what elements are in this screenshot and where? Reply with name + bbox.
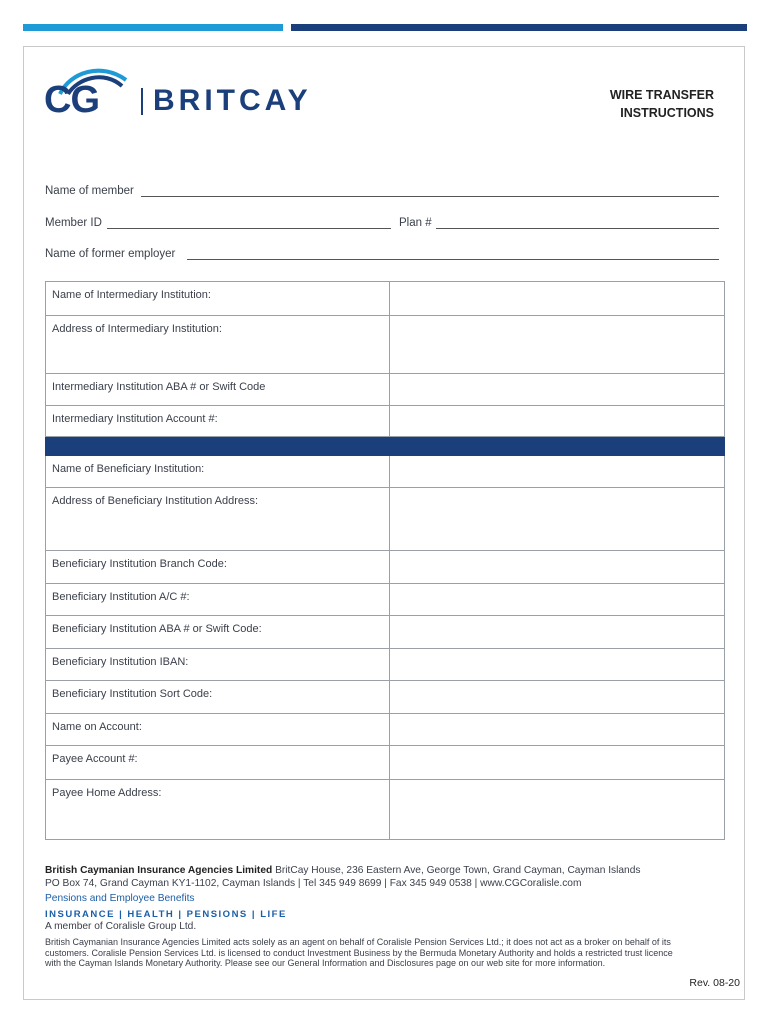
table-row	[46, 714, 725, 746]
divider-band	[46, 437, 725, 456]
title-line-2: INSTRUCTIONS	[620, 106, 714, 120]
row-label: Name on Account:	[46, 714, 390, 746]
footer-division: Pensions and Employee Benefits	[45, 893, 195, 904]
row-label: Intermediary Institution ABA # or Swift Code	[46, 374, 390, 406]
row-label: Beneficiary Institution A/C #:	[46, 584, 390, 616]
row-input[interactable]	[390, 456, 725, 488]
table-row	[46, 584, 725, 616]
member-id-label: Member ID	[45, 217, 102, 229]
row-input[interactable]	[390, 282, 725, 316]
footer-tagline: INSURANCE | HEALTH | PENSIONS | LIFE	[45, 909, 287, 920]
logo-mark: CG	[44, 79, 99, 121]
top-accent-bar-dark	[291, 24, 747, 31]
row-label: Address of Beneficiary Institution Address:	[46, 488, 390, 551]
name-of-member-field[interactable]	[141, 196, 719, 197]
row-input[interactable]	[390, 551, 725, 584]
name-of-member-label: Name of member	[45, 185, 134, 197]
row-label: Beneficiary Institution ABA # or Swift Code:	[46, 616, 390, 649]
member-id-field[interactable]	[107, 228, 391, 229]
footer-company-name: British Caymanian Insurance Agencies Limited	[45, 865, 273, 876]
row-label: Name of Beneficiary Institution:	[46, 456, 390, 488]
logo-wordmark: BRITCAY	[153, 84, 312, 117]
row-input[interactable]	[390, 584, 725, 616]
row-label: Payee Home Address:	[46, 780, 390, 840]
row-input[interactable]	[390, 780, 725, 840]
table-row	[46, 316, 725, 374]
row-input[interactable]	[390, 681, 725, 714]
row-input[interactable]	[390, 406, 725, 437]
row-input[interactable]	[390, 649, 725, 681]
table-row	[46, 406, 725, 437]
title-line-1: WIRE TRANSFER	[609, 88, 714, 102]
row-input[interactable]	[390, 714, 725, 746]
revision-label: Rev. 08-20	[689, 977, 740, 989]
footer-address-1: BritCay House, 236 Eastern Ave, George Town, Grand Cayman, Cayman Islands	[275, 865, 641, 876]
row-label: Name of Intermediary Institution:	[46, 282, 390, 316]
row-label: Beneficiary Institution Branch Code:	[46, 551, 390, 584]
row-label: Intermediary Institution Account #:	[46, 406, 390, 437]
row-input[interactable]	[390, 616, 725, 649]
row-input[interactable]	[390, 316, 725, 374]
row-input[interactable]	[390, 746, 725, 780]
table-row	[46, 746, 725, 780]
plan-field[interactable]	[436, 228, 719, 229]
row-label: Beneficiary Institution Sort Code:	[46, 681, 390, 714]
row-label: Beneficiary Institution IBAN:	[46, 649, 390, 681]
section-divider-band	[46, 437, 725, 456]
table-row	[46, 374, 725, 406]
table-row	[46, 649, 725, 681]
table-row	[46, 780, 725, 840]
top-accent-bar-light	[23, 24, 283, 31]
document-title	[610, 86, 714, 122]
footer-company-line	[45, 865, 641, 876]
footer-member-of: A member of Coralisle Group Ltd.	[45, 921, 197, 932]
plan-label: Plan #	[399, 217, 432, 229]
row-label: Address of Intermediary Institution:	[46, 316, 390, 374]
table-row	[46, 551, 725, 584]
former-employer-label: Name of former employer	[45, 248, 176, 260]
table-row	[46, 681, 725, 714]
footer-address-2: PO Box 74, Grand Cayman KY1-1102, Cayman Islands | Tel 345 949 8699 | Fax 345 949 0538 | www.CGCoralisle.com	[45, 878, 582, 889]
table-row	[46, 282, 725, 316]
table-row	[46, 488, 725, 551]
former-employer-field[interactable]	[187, 259, 719, 260]
logo-divider	[141, 88, 143, 115]
row-label: Payee Account #:	[46, 746, 390, 780]
row-input[interactable]	[390, 488, 725, 551]
wire-instructions-table	[45, 281, 725, 840]
table-row	[46, 616, 725, 649]
row-input[interactable]	[390, 374, 725, 406]
table-row	[46, 456, 725, 488]
footer-disclaimer: British Caymanian Insurance Agencies Limited acts solely as an agent on behalf of Coralisle Pension Services Ltd.; it does not act as a broker on behalf of its customers. Coralisle Pension Services Ltd. is licensed to conduct Investment Business by the Bermuda Monetary Authority and holds a restricted trust licence with the Cayman Islands Monetary Authority. Please see our General Information and Disclosures page on our web site for more information.	[45, 937, 673, 968]
